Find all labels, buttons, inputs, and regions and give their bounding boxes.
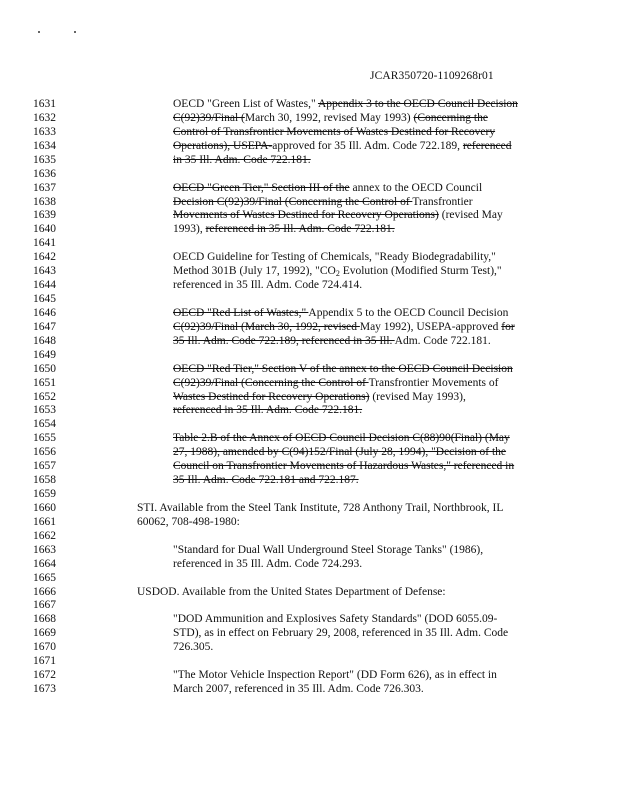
line-text xyxy=(173,557,362,571)
document-line xyxy=(33,640,613,654)
line-text-segment: (revised May xyxy=(438,209,503,222)
line-text-segment: "The Motor Vehicle Inspection Report" (DD Form 626), as in effect in xyxy=(173,669,497,682)
struck-text: 35 Ill. Adm. Code 722.189, referenced in 35 Ill. xyxy=(173,334,395,347)
line-text xyxy=(137,585,446,599)
line-text-segment: OECD Guideline for Testing of Chemicals, "Ready Biodegradability," xyxy=(173,251,496,264)
document-line xyxy=(33,236,613,250)
document-line xyxy=(33,278,613,292)
line-number: 1638 xyxy=(33,195,56,208)
struck-text: OECD "Red Tier," Section V of the annex to the OECD Council Decision xyxy=(173,362,513,375)
scan-speck-right xyxy=(74,31,76,33)
struck-text: C(92)39/Final (Concerning the Control of xyxy=(173,376,369,389)
line-number: 1633 xyxy=(33,125,56,138)
line-number: 1671 xyxy=(33,655,56,668)
document-line xyxy=(33,529,613,543)
line-text xyxy=(173,626,508,640)
line-text-segment: (revised May 1993), xyxy=(369,390,466,403)
line-text-segment: Evolution (Modified Sturm Test)," xyxy=(339,265,502,278)
line-number: 1644 xyxy=(33,279,56,292)
struck-text: C(92)39/Final ( xyxy=(173,111,245,124)
line-text xyxy=(173,376,499,390)
struck-text: Decision C(92)39/Final (Concerning the Control of xyxy=(173,195,413,208)
line-text-segment: OECD "Green List of Wastes," xyxy=(173,98,318,110)
document-line xyxy=(33,306,613,320)
document-line xyxy=(33,222,613,236)
document-line xyxy=(33,431,613,445)
document-line xyxy=(33,403,613,417)
document-line xyxy=(33,376,613,390)
line-number: 1661 xyxy=(33,515,56,528)
struck-text: Operations), USEPA- xyxy=(173,139,273,152)
struck-text: Table 2.B of the Annex of OECD Council Decision C(88)90(Final) (May xyxy=(173,432,510,445)
document-line xyxy=(33,195,613,209)
line-number: 1647 xyxy=(33,320,56,333)
line-number: 1653 xyxy=(33,404,56,417)
line-text xyxy=(173,278,362,292)
line-text-segment: STD), as in effect on February 29, 2008, referenced in 35 Ill. Adm. Code xyxy=(173,627,509,640)
document-line xyxy=(33,417,613,431)
line-number: 1648 xyxy=(33,334,56,347)
line-text xyxy=(173,208,503,222)
line-text-segment: March 30, 1992, revised May 1993) xyxy=(244,111,414,124)
line-text-segment: annex to the OECD Council xyxy=(349,181,483,194)
document-line xyxy=(33,362,613,376)
document-line xyxy=(33,557,613,571)
line-number: 1640 xyxy=(33,223,56,236)
document-id: JCAR350720-1109268r01 xyxy=(370,70,494,82)
line-text-segment: 2 xyxy=(335,269,340,279)
line-number: 1665 xyxy=(33,571,56,584)
struck-text: for xyxy=(501,320,515,333)
document-line xyxy=(33,348,613,362)
line-text-segment: Appendix 5 to the OECD Council Decision xyxy=(308,306,509,319)
line-text xyxy=(173,390,466,404)
line-text xyxy=(173,459,514,473)
document-line xyxy=(33,97,613,111)
document-line xyxy=(33,320,613,334)
document-line xyxy=(33,598,613,612)
line-text xyxy=(173,97,518,111)
line-number: 1635 xyxy=(33,153,56,166)
document-line xyxy=(33,515,613,529)
line-text xyxy=(137,501,503,515)
line-text xyxy=(173,264,502,278)
struck-text: 27, 1988), amended by C(94)152/Final (July 28, 1994), "Decision of the xyxy=(173,446,507,459)
line-text xyxy=(173,362,513,376)
line-number: 1643 xyxy=(33,265,56,278)
line-number: 1655 xyxy=(33,432,56,445)
line-number: 1664 xyxy=(33,557,56,570)
document-line xyxy=(33,445,613,459)
line-text xyxy=(173,306,508,320)
line-text xyxy=(173,682,424,696)
line-text-segment: "DOD Ammunition and Explosives Safety Standards" (DOD 6055.09- xyxy=(173,613,498,626)
line-number: 1673 xyxy=(33,683,56,696)
line-text-segment: approved for 35 Ill. Adm. Code 722.189, xyxy=(272,139,463,152)
line-number: 1650 xyxy=(33,362,56,375)
line-number: 1641 xyxy=(33,237,56,250)
line-number: 1660 xyxy=(33,501,56,514)
document-line xyxy=(33,181,613,195)
document-line xyxy=(33,571,613,585)
line-text-segment: 60062, 708-498-1980: xyxy=(137,515,240,528)
line-text-segment: referenced in 35 Ill. Adm. Code 724.414. xyxy=(173,279,363,292)
document-line xyxy=(33,390,613,404)
line-number: 1672 xyxy=(33,669,56,682)
document-line xyxy=(33,654,613,668)
line-text xyxy=(137,515,240,529)
line-number: 1632 xyxy=(33,111,56,124)
line-text xyxy=(173,320,515,334)
line-text xyxy=(173,668,497,682)
struck-text: Council on Transfrontier Movements of Hazardous Wastes," referenced in xyxy=(173,460,515,473)
line-text-segment: Method 301B (July 17, 1992), "CO xyxy=(173,265,336,278)
document-line xyxy=(33,543,613,557)
line-number: 1669 xyxy=(33,627,56,640)
line-text xyxy=(173,195,473,209)
line-text xyxy=(173,153,311,167)
document-line xyxy=(33,473,613,487)
document-line xyxy=(33,612,613,626)
line-text xyxy=(173,181,482,195)
document-line xyxy=(33,139,613,153)
struck-text: OECD "Red List of Wastes," xyxy=(173,306,309,319)
document-line xyxy=(33,682,613,696)
document-line xyxy=(33,250,613,264)
line-number: 1666 xyxy=(33,585,56,598)
struck-text: Wastes Destined for Recovery Operations) xyxy=(173,390,370,403)
line-text xyxy=(173,125,495,139)
line-text xyxy=(173,543,483,557)
line-text xyxy=(173,139,511,153)
line-text xyxy=(173,431,510,445)
line-number: 1656 xyxy=(33,446,56,459)
document-line xyxy=(33,125,613,139)
document-line xyxy=(33,153,613,167)
line-number: 1657 xyxy=(33,460,56,473)
line-text xyxy=(173,334,491,348)
line-number: 1645 xyxy=(33,293,56,306)
struck-text: Control of Transfrontier Movements of Wastes Destined for Recovery xyxy=(173,125,496,138)
struck-text: C(92)39/Final (March 30, 1992, revised xyxy=(173,320,360,333)
scan-speck-left xyxy=(38,31,40,33)
line-text-segment: 1993), xyxy=(173,223,206,236)
line-number: 1659 xyxy=(33,488,56,501)
line-number: 1667 xyxy=(33,599,56,612)
line-text-segment: Transfrontier Movements of xyxy=(368,376,499,389)
line-number: 1639 xyxy=(33,209,56,222)
struck-text: Appendix 3 to the OECD Council Decision xyxy=(317,98,518,110)
line-text-segment: "Standard for Dual Wall Underground Steel Storage Tanks" (1986), xyxy=(173,543,484,556)
line-text-segment: Adm. Code 722.181. xyxy=(394,334,491,347)
struck-text: referenced in 35 Ill. Adm. Code 722.181. xyxy=(173,404,363,417)
line-text-segment: Transfrontier xyxy=(412,195,473,208)
struck-text: in 35 Ill. Adm. Code 722.181. xyxy=(173,153,311,166)
document-line xyxy=(33,264,613,278)
document-line xyxy=(33,292,613,306)
document-line xyxy=(33,111,613,125)
line-number: 1637 xyxy=(33,181,56,194)
document-line xyxy=(33,334,613,348)
line-text-segment: 726.305. xyxy=(173,641,214,654)
line-text xyxy=(173,640,213,654)
line-text xyxy=(173,473,359,487)
line-number: 1631 xyxy=(33,98,56,110)
line-number: 1658 xyxy=(33,474,56,487)
line-number: 1663 xyxy=(33,543,56,556)
document-line xyxy=(33,585,613,599)
line-text-segment: referenced in 35 Ill. Adm. Code 724.293. xyxy=(173,557,363,570)
line-number: 1662 xyxy=(33,529,56,542)
line-number: 1646 xyxy=(33,306,56,319)
struck-text: Movements of Wastes Destined for Recovery Operations) xyxy=(173,209,439,222)
document-line xyxy=(33,487,613,501)
line-text-segment: STI. Available from the Steel Tank Institute, 728 Anthony Trail, Northbrook, IL xyxy=(137,501,504,514)
document-line xyxy=(33,501,613,515)
document-line xyxy=(33,459,613,473)
line-number: 1651 xyxy=(33,376,56,389)
line-text xyxy=(173,111,488,125)
document-line xyxy=(33,208,613,222)
struck-text: referenced xyxy=(462,139,512,152)
line-number: 1649 xyxy=(33,348,56,361)
line-number: 1670 xyxy=(33,641,56,654)
line-number: 1642 xyxy=(33,251,56,264)
line-number: 1634 xyxy=(33,139,56,152)
line-number: 1636 xyxy=(33,167,56,180)
struck-text: (Concerning the xyxy=(413,111,488,124)
line-text xyxy=(173,612,497,626)
line-number: 1668 xyxy=(33,613,56,626)
document-line xyxy=(33,167,613,181)
line-text xyxy=(173,250,496,264)
line-text xyxy=(173,445,506,459)
line-text-segment: USDOD. Available from the United States Department of Defense: xyxy=(137,585,446,598)
line-number: 1652 xyxy=(33,390,56,403)
document-line xyxy=(33,626,613,640)
document-line xyxy=(33,668,613,682)
struck-text: OECD "Green Tier," Section III of the xyxy=(173,181,350,194)
line-text-segment: May 1992), USEPA-approved xyxy=(359,320,502,333)
line-text xyxy=(173,403,362,417)
line-text xyxy=(173,222,395,236)
line-number: 1654 xyxy=(33,418,56,431)
line-text-segment: March 2007, referenced in 35 Ill. Adm. Code 726.303. xyxy=(173,683,424,696)
struck-text: referenced in 35 Ill. Adm. Code 722.181. xyxy=(205,223,395,236)
struck-text: 35 Ill. Adm. Code 722.181 and 722.187. xyxy=(173,474,359,487)
